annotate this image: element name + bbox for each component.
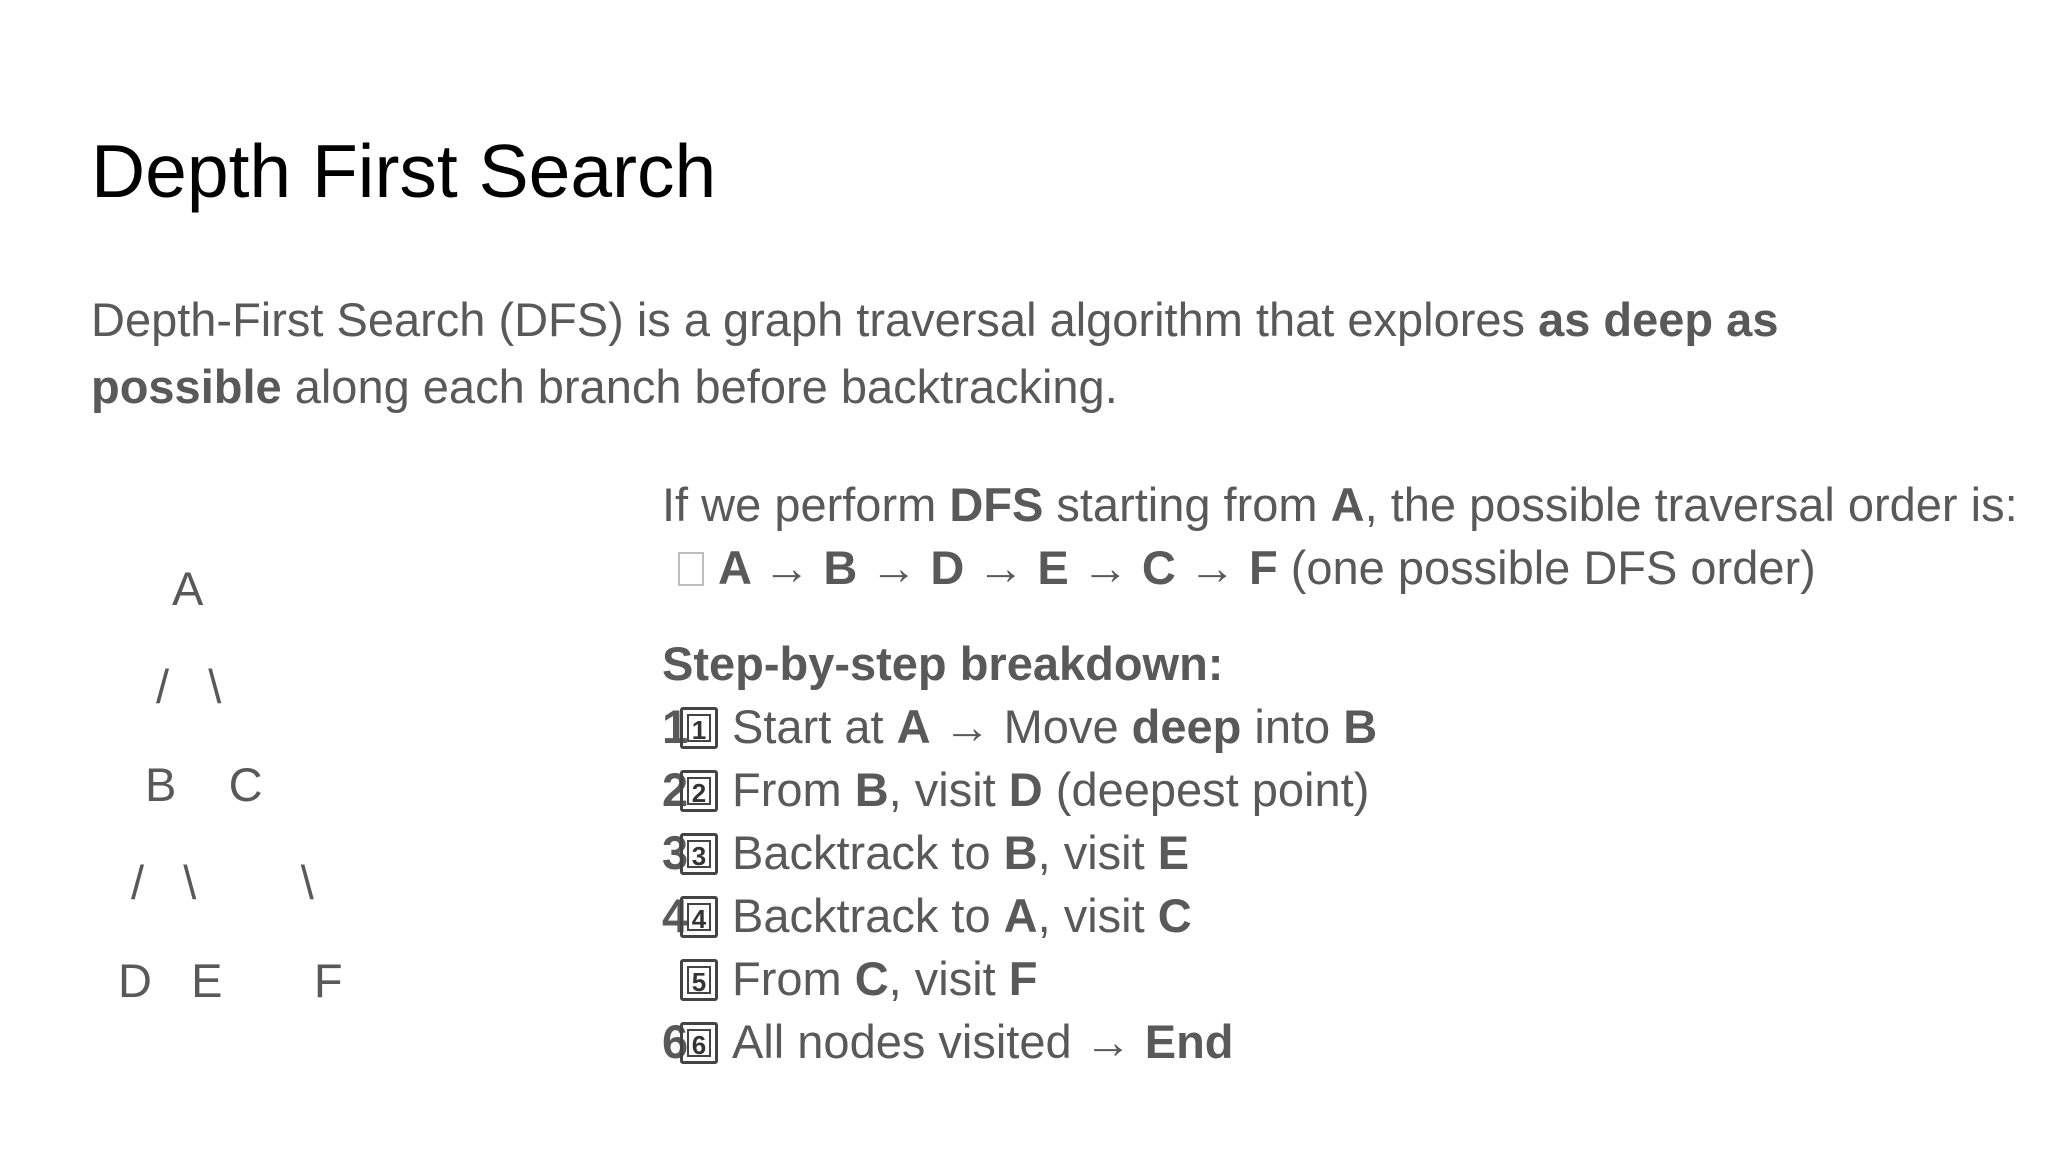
keycap-digit-icon (680, 896, 718, 938)
bold-run: DFS (949, 478, 1044, 531)
step-text: , visit (888, 952, 1009, 1005)
step-text: Backtrack to (732, 826, 1004, 879)
step-number: 1 (662, 700, 689, 753)
step-line (662, 821, 2022, 884)
step-number: 3 (662, 826, 689, 879)
tree-row-root: A (172, 562, 204, 615)
step-text: → Move (930, 700, 1132, 753)
intro-bold: as deep as (1538, 293, 1779, 346)
bold-run: A (1330, 478, 1365, 531)
missing-glyph-icon (678, 552, 704, 586)
tree-row-edges-2: / \ \ (131, 856, 314, 909)
traversal-intro-line (662, 473, 2022, 536)
keycap-digit-icon (680, 833, 718, 875)
breakdown-heading-text: Step-by-step breakdown: (662, 637, 1224, 690)
keycap-digit: 2 (687, 777, 711, 805)
step-line (662, 884, 2022, 947)
step-text: From (732, 952, 855, 1005)
step-bold-text: deep (1131, 700, 1242, 753)
text-run: If we perform (662, 478, 950, 531)
intro-text: Depth-First Search (DFS) is a graph traversal algorithm that explores (91, 293, 1539, 346)
step-number: 4 (662, 889, 689, 942)
step-text: All nodes visited → (732, 1015, 1145, 1068)
intro-bold: possible (91, 360, 282, 413)
tree-diagram (0, 0, 600, 1152)
tree-row-level-1: B C (145, 758, 263, 811)
traversal-order-line (662, 536, 2022, 599)
keycap-digit-icon (680, 770, 718, 812)
dfs-explanation (662, 473, 2022, 1073)
keycap-digit-icon (680, 1022, 718, 1064)
step-line (662, 1010, 2022, 1073)
step-line (662, 695, 2022, 758)
step-text: From (732, 763, 855, 816)
step-bold-text: B (854, 763, 889, 816)
keycap-digit: 5 (687, 966, 711, 994)
step-bold-text: E (1157, 826, 1190, 879)
step-bold-text: F (1008, 952, 1038, 1005)
step-bold-text: B (1343, 700, 1378, 753)
keycap-digit-icon (680, 959, 718, 1001)
traversal-order: A → B → D → E → C → F (718, 541, 1278, 594)
step-text: into (1241, 700, 1344, 753)
step-bold-text: C (854, 952, 889, 1005)
step-line (662, 758, 2022, 821)
keycap-digit-icon (680, 707, 718, 749)
text-run: starting from (1043, 478, 1331, 531)
breakdown-steps (662, 695, 2022, 1073)
keycap-digit: 4 (687, 903, 711, 931)
step-bold-text: End (1144, 1015, 1234, 1068)
step-bold-text: A (1003, 889, 1038, 942)
step-text: Start at (732, 700, 897, 753)
intro-text: along each branch before backtracking. (281, 360, 1118, 413)
step-bold-text: D (1008, 763, 1043, 816)
tree-row-leaves: D E F (118, 954, 343, 1007)
step-bold-text: B (1003, 826, 1038, 879)
step-text: (deepest point) (1042, 763, 1370, 816)
step-bold-text: C (1157, 889, 1192, 942)
keycap-digit: 1 (687, 714, 711, 742)
step-text: Backtrack to (732, 889, 1004, 942)
keycap-digit: 6 (687, 1029, 711, 1057)
step-text: , visit (888, 763, 1009, 816)
step-number: 6 (662, 1015, 689, 1068)
traversal-note: (one possible DFS order) (1277, 541, 1816, 594)
tree-row-edges-1: / \ (156, 660, 222, 713)
step-line (662, 947, 2022, 1010)
step-text: , visit (1037, 889, 1158, 942)
step-number: 2 (662, 763, 689, 816)
text-run: , the possible traversal order is: (1364, 478, 2018, 531)
slide-title: Depth First Search (91, 129, 717, 213)
step-bold-text: A (896, 700, 931, 753)
step-text: , visit (1037, 826, 1158, 879)
keycap-digit: 3 (687, 840, 711, 868)
breakdown-heading (662, 632, 2022, 695)
